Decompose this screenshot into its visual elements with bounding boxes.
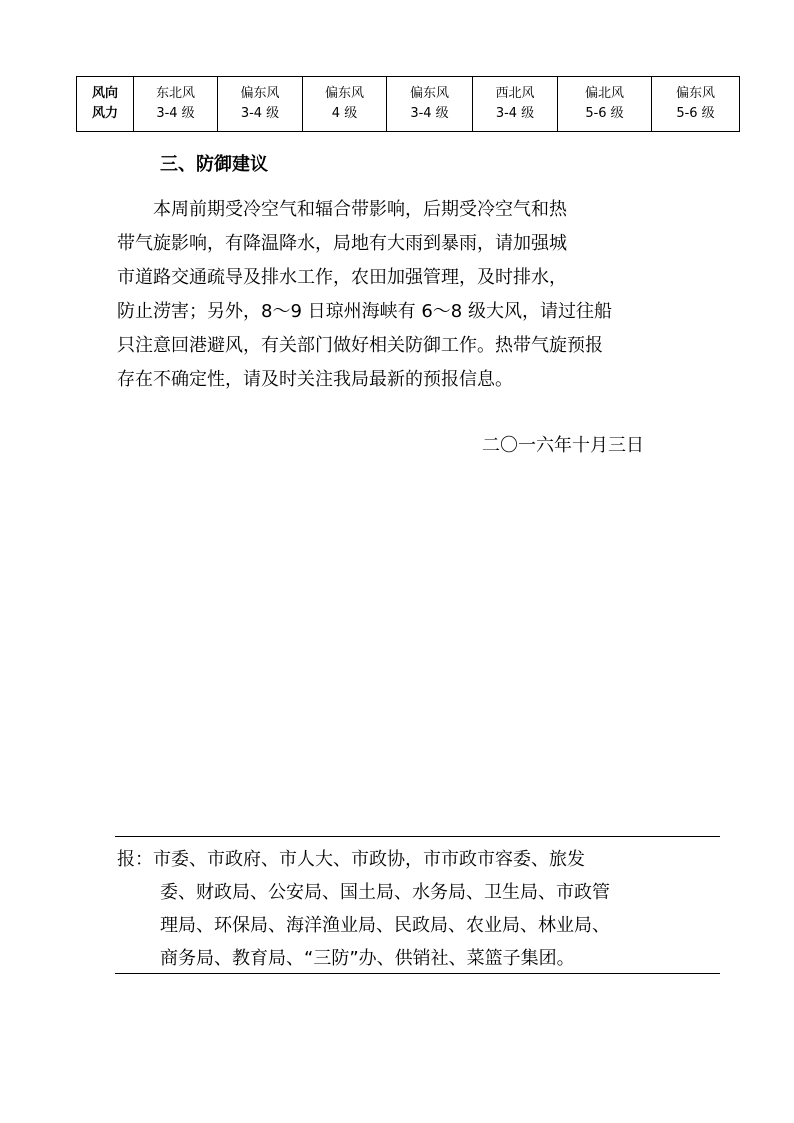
issue-date: 二〇一六年十月三日 [482, 435, 644, 456]
wind-cell [652, 77, 740, 132]
distribution-list [117, 843, 717, 975]
section-title: 三、防御建议 [160, 154, 268, 175]
wind-direction: 偏东风 [409, 86, 449, 101]
distribution-line: 商务局、教育局、“三防”办、供销社、菜篮子集团。 [160, 948, 575, 969]
wind-direction: 东北风 [155, 86, 195, 101]
wind-cell [473, 77, 558, 132]
wind-direction: 偏北风 [584, 86, 624, 101]
wind-cell [387, 77, 473, 132]
wind-cell [134, 77, 218, 132]
wind-cell [558, 77, 652, 132]
wind-cell [218, 77, 303, 132]
wind-cell [303, 77, 387, 132]
wind-force-header: 风力 [91, 106, 118, 121]
distribution-line: 委、财政局、公安局、国土局、水务局、卫生局、市政管 [160, 882, 610, 903]
wind-forecast-table [76, 76, 740, 132]
table-row [77, 77, 740, 132]
distribution-line: 理局、环保局、海洋渔业局、民政局、农业局、林业局、 [160, 915, 610, 936]
wind-direction: 偏东风 [240, 86, 280, 101]
wind-force: 3-4 级 [495, 106, 535, 121]
wind-direction: 偏东风 [324, 86, 364, 101]
wind-force: 5-6 级 [676, 106, 715, 121]
wind-force: 4 级 [331, 106, 358, 121]
wind-force: 5-6 级 [585, 106, 624, 121]
paragraph-line: 市道路交通疏导及排水工作，农田加强管理，及时排水， [117, 267, 567, 288]
paragraph-line: 防止涝害；另外，8～9 日琼州海峡有 6～8 级大风，请过往船 [117, 301, 612, 322]
wind-direction: 西北风 [495, 86, 535, 101]
distribution-line: 报：市委、市政府、市人大、市政协，市市政市容委、旅发 [117, 849, 585, 870]
paragraph-line: 只注意回港避风，有关部门做好相关防御工作。热带气旋预报 [117, 335, 603, 356]
paragraph-line: 本周前期受冷空气和辐合带影响，后期受冷空气和热 [117, 199, 567, 220]
bottom-divider [115, 973, 720, 974]
wind-header-cell [77, 77, 134, 132]
paragraph-line: 带气旋影响，有降温降水，局地有大雨到暴雨，请加强城 [117, 233, 567, 254]
wind-force: 3-4 级 [410, 106, 449, 121]
wind-direction-header: 风向 [91, 86, 118, 101]
top-divider [115, 836, 720, 837]
wind-force: 3-4 级 [156, 106, 195, 121]
wind-force: 3-4 级 [240, 106, 280, 121]
defense-advice-paragraph [117, 193, 679, 397]
wind-direction: 偏东风 [675, 86, 715, 101]
paragraph-line: 存在不确定性，请及时关注我局最新的预报信息。 [117, 369, 513, 390]
